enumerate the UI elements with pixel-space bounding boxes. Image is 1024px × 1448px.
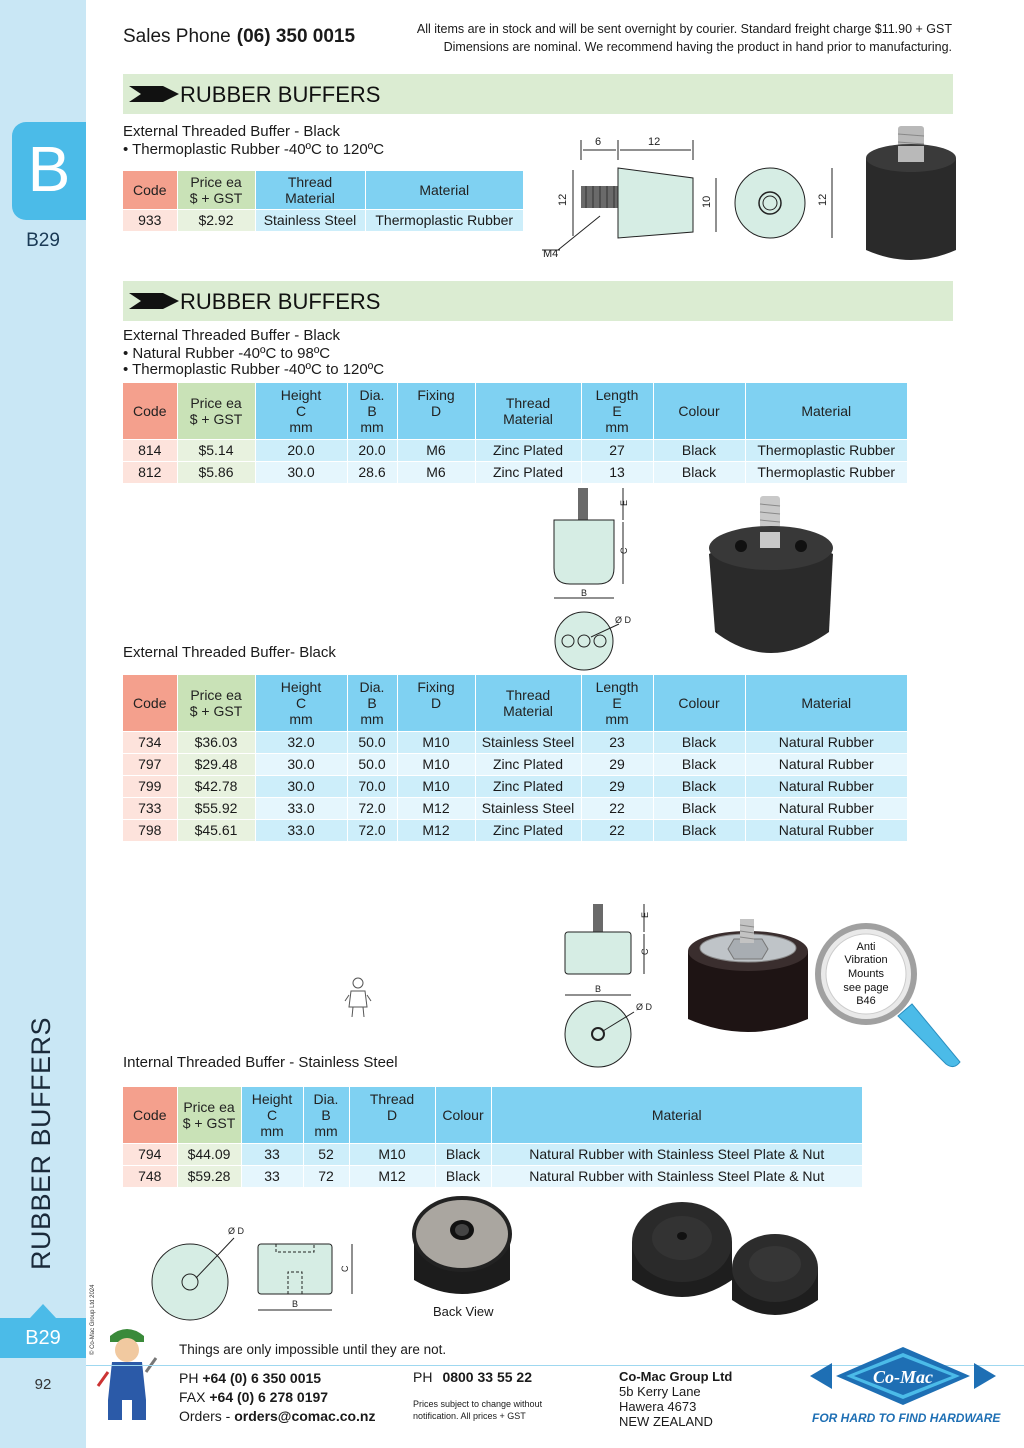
table-4: [123, 1087, 863, 1187]
footer-slogan: Things are only impossible until they are not.: [179, 1342, 447, 1357]
table-row: [123, 1143, 863, 1165]
cell-length: 23: [581, 731, 653, 753]
th-height: Height C mm: [255, 675, 347, 731]
cell-height: 33: [241, 1143, 303, 1165]
cell-height: 30.0: [255, 461, 347, 483]
cell-thread: M10: [349, 1143, 435, 1165]
subtitle-text: External Threaded Buffer - Black: [123, 327, 341, 344]
footer-address: [619, 1369, 732, 1429]
cell-dia: 20.0: [347, 439, 397, 461]
table-row: [123, 797, 908, 819]
cell-code: 812: [123, 461, 177, 483]
cell-dia: 28.6: [347, 461, 397, 483]
th-dia: Dia. B mm: [303, 1087, 349, 1143]
th-colour: Colour: [435, 1087, 491, 1143]
table-row: [123, 439, 908, 461]
cell-price: $45.61: [177, 819, 255, 841]
th-price: Price ea $ + GST: [177, 383, 255, 439]
cell-colour: Black: [435, 1143, 491, 1165]
cell-length: 22: [581, 797, 653, 819]
table-row: [123, 1165, 863, 1187]
cell-colour: Black: [653, 461, 745, 483]
address-line1: 5b Kerry Lane: [619, 1384, 701, 1399]
cell-colour: Black: [653, 439, 745, 461]
cell-height: 30.0: [255, 753, 347, 775]
dim-e: E: [640, 911, 650, 918]
cell-price: $36.03: [177, 731, 255, 753]
cell-price: $5.14: [177, 439, 255, 461]
th-price: Price ea $ + GST: [177, 1087, 241, 1143]
cell-height: 33.0: [255, 819, 347, 841]
cell-code: 733: [123, 797, 177, 819]
cell-price: $29.48: [177, 753, 255, 775]
bullet-text: • Thermoplastic Rubber -40ºC to 120ºC: [123, 361, 385, 378]
cell-colour: Black: [653, 753, 745, 775]
section-letter: B: [27, 133, 71, 205]
th-fixing: Fixing D: [397, 383, 475, 439]
cell-dia: 72: [303, 1165, 349, 1187]
disclaimer-line2: notification. All prices + GST: [413, 1411, 526, 1421]
photo-buffers-pair: [628, 1196, 820, 1324]
callout-line2: Vibration: [844, 954, 888, 966]
cell-fixing: M6: [397, 439, 475, 461]
freephone-number[interactable]: 0800 33 55 22: [442, 1369, 532, 1385]
cell-price: $44.09: [177, 1143, 241, 1165]
vertical-title: RUBBER BUFFERS: [26, 1016, 56, 1270]
cell-code: 798: [123, 819, 177, 841]
photo-buffer-814: [705, 492, 840, 664]
dim-b: B: [292, 1299, 299, 1309]
th-price: Price ea $ + GST: [177, 171, 255, 209]
cell-price: $5.86: [177, 461, 255, 483]
cell-price: $59.28: [177, 1165, 241, 1187]
bullet-text: • Natural Rubber -40ºC to 98ºC: [123, 345, 331, 362]
arrow-icon: [129, 86, 179, 102]
bullet-text: • Thermoplastic Rubber -40ºC to 120ºC: [123, 141, 385, 158]
orders-email-link[interactable]: orders@comac.co.nz: [234, 1408, 376, 1424]
fax-label: FAX: [179, 1389, 206, 1405]
diagram-794: [148, 1222, 368, 1322]
th-thread-material: Thread Material: [475, 675, 581, 731]
cell-thread: Stainless Steel: [475, 797, 581, 819]
cell-colour: Black: [435, 1165, 491, 1187]
logo-text: Co-Mac: [873, 1367, 933, 1387]
section-title-2: RUBBER BUFFERS: [180, 289, 381, 314]
cell-code: 748: [123, 1165, 177, 1187]
cell-dia: 50.0: [347, 753, 397, 775]
th-code: Code: [123, 383, 177, 439]
dim-c: C: [619, 547, 629, 554]
cell-height: 32.0: [255, 731, 347, 753]
dim-c: C: [640, 948, 650, 955]
cell-price: $55.92: [177, 797, 255, 819]
th-height: Height C mm: [255, 383, 347, 439]
dim-d: Ø D: [615, 615, 632, 625]
note-line1: All items are in stock and will be sent overnight by courier. Standard freight charge $11.90 + GST: [416, 22, 952, 36]
cell-material: Natural Rubber with Stainless Steel Plate & Nut: [491, 1165, 863, 1187]
subtitle-text: External Threaded Buffer - Black: [123, 123, 341, 140]
cell-thread: M12: [349, 1165, 435, 1187]
cell-thread: Zinc Plated: [475, 753, 581, 775]
subtitle-2: [123, 327, 384, 379]
th-code: Code: [123, 171, 177, 209]
th-code: Code: [123, 1087, 177, 1143]
dim-12-right: 12: [817, 193, 829, 206]
cell-thread: Zinc Plated: [475, 819, 581, 841]
cell-material: Natural Rubber with Stainless Steel Plate & Nut: [491, 1143, 863, 1165]
th-fixing: Fixing D: [397, 675, 475, 731]
th-material: Material: [491, 1087, 863, 1143]
subtitle-1: [123, 123, 384, 159]
dim-6: 6: [595, 136, 602, 148]
cell-height: 33: [241, 1165, 303, 1187]
disclaimer-line1: Prices subject to change without: [413, 1399, 543, 1409]
table-1: [123, 171, 524, 231]
diagram-933: [538, 130, 848, 265]
mascot-icon: [94, 1322, 160, 1426]
th-material: Material: [745, 383, 908, 439]
dim-d: Ø D: [636, 1002, 653, 1012]
cell-material: Natural Rubber: [745, 775, 908, 797]
dim-e: E: [619, 499, 629, 506]
cell-code: 814: [123, 439, 177, 461]
subtitle-4: Internal Threaded Buffer - Stainless Steel: [123, 1054, 398, 1071]
photo-back-view: [410, 1196, 514, 1302]
copyright: © Co-Mac Group Ltd 2024: [90, 1284, 96, 1355]
th-length: Length E mm: [581, 383, 653, 439]
table-row: [123, 775, 908, 797]
cell-fixing: M10: [397, 775, 475, 797]
photo-buffer-933: [862, 122, 960, 264]
th-price: Price ea $ + GST: [177, 675, 255, 731]
th-material: Material: [745, 675, 908, 731]
th-colour: Colour: [653, 675, 745, 731]
dim-10: 10: [701, 195, 713, 208]
th-thread-material: Thread Material: [255, 171, 365, 209]
cell-material: Natural Rubber: [745, 819, 908, 841]
dim-b: B: [581, 588, 588, 598]
magnifier-icon[interactable]: [814, 922, 966, 1074]
footer-contact: [179, 1369, 376, 1426]
photo-buffer-734: [684, 915, 814, 1039]
cell-dia: 70.0: [347, 775, 397, 797]
table-2: [123, 383, 908, 483]
cell-fixing: M10: [397, 753, 475, 775]
fax-number: +64 (0) 6 278 0197: [209, 1389, 329, 1405]
callout-line5: B46: [856, 995, 876, 1007]
cell-material: Natural Rubber: [745, 731, 908, 753]
table-row: [123, 819, 908, 841]
cell-code: 933: [123, 209, 177, 231]
th-dia: Dia. B mm: [347, 675, 397, 731]
footer-disclaimer: [413, 1398, 573, 1422]
cell-fixing: M12: [397, 797, 475, 819]
cell-length: 27: [581, 439, 653, 461]
cell-dia: 72.0: [347, 797, 397, 819]
cell-price: $42.78: [177, 775, 255, 797]
sales-number[interactable]: (06) 350 0015: [236, 26, 356, 47]
address-line3: NEW ZEALAND: [619, 1414, 713, 1429]
cell-material: Thermoplastic Rubber: [745, 461, 908, 483]
dim-12-left: 12: [557, 193, 569, 206]
callout-line4: see page: [843, 982, 889, 994]
cell-height: 33.0: [255, 797, 347, 819]
cell-code: 799: [123, 775, 177, 797]
sales-phone: [123, 26, 355, 48]
th-material: Material: [365, 171, 524, 209]
table-row: [123, 461, 908, 483]
cell-code: 794: [123, 1143, 177, 1165]
callout-line3: Mounts: [847, 968, 885, 980]
cell-code: 734: [123, 731, 177, 753]
cell-dia: 50.0: [347, 731, 397, 753]
cell-material: Natural Rubber: [745, 753, 908, 775]
page-number: 92: [34, 1376, 52, 1393]
dim-d: Ø D: [228, 1226, 245, 1236]
footer-freephone: [413, 1369, 532, 1385]
cell-thread: Zinc Plated: [475, 461, 581, 483]
dim-c: C: [340, 1265, 350, 1272]
cell-material: Thermoplastic Rubber: [745, 439, 908, 461]
cell-fixing: M6: [397, 461, 475, 483]
comac-logo[interactable]: [810, 1345, 996, 1407]
cell-thread: Stainless Steel: [475, 731, 581, 753]
th-code: Code: [123, 675, 177, 731]
cell-price: $2.92: [177, 209, 255, 231]
orders-label: Orders -: [179, 1408, 231, 1424]
tab-notch: [30, 1304, 56, 1318]
cell-colour: Black: [653, 819, 745, 841]
th-colour: Colour: [653, 383, 745, 439]
table-row: [123, 209, 524, 231]
section-bar-1: [123, 74, 953, 114]
subtitle-3: External Threaded Buffer- Black: [123, 644, 336, 661]
cell-material: Natural Rubber: [745, 797, 908, 819]
table-3: [123, 675, 908, 841]
cell-height: 20.0: [255, 439, 347, 461]
dim-12-top: 12: [648, 136, 661, 148]
freephone-label: PH: [413, 1369, 433, 1385]
table-row: [123, 731, 908, 753]
cell-fixing: M12: [397, 819, 475, 841]
cell-material: Thermoplastic Rubber: [365, 209, 524, 231]
cell-colour: Black: [653, 775, 745, 797]
cell-dia: 72.0: [347, 819, 397, 841]
cell-code: 797: [123, 753, 177, 775]
thread-label: M4: [543, 248, 559, 260]
th-height: Height C mm: [241, 1087, 303, 1143]
diagram-734: [558, 900, 658, 1070]
footer-tagline: FOR HARD TO FIND HARDWARE: [812, 1411, 1001, 1425]
th-length: Length E mm: [581, 675, 653, 731]
cell-fixing: M10: [397, 731, 475, 753]
callout-line1: Anti: [856, 941, 876, 953]
phone-number[interactable]: +64 (0) 6 350 0015: [202, 1370, 322, 1386]
cell-colour: Black: [653, 797, 745, 819]
cell-dia: 52: [303, 1143, 349, 1165]
cell-thread: Zinc Plated: [475, 439, 581, 461]
arrow-icon: [129, 293, 179, 309]
sales-label: Sales Phone: [123, 26, 231, 47]
table-row: [123, 753, 908, 775]
th-dia: Dia. B mm: [347, 383, 397, 439]
cell-length: 22: [581, 819, 653, 841]
diagram-814: [545, 484, 645, 674]
cell-colour: Black: [653, 731, 745, 753]
note-line2: Dimensions are nominal. We recommend having the product in hand prior to manufacturing.: [443, 40, 952, 54]
cell-length: 13: [581, 461, 653, 483]
page-code-bottom: B29: [0, 1318, 86, 1358]
company-name: Co-Mac Group Ltd: [619, 1369, 733, 1384]
dim-b: B: [595, 984, 602, 994]
cell-length: 29: [581, 753, 653, 775]
cell-thread: Stainless Steel: [255, 209, 365, 231]
cell-length: 29: [581, 775, 653, 797]
address-line2: Hawera 4673: [619, 1399, 697, 1414]
th-thread: Thread D: [349, 1087, 435, 1143]
back-view-label: Back View: [433, 1304, 494, 1319]
cell-thread: Zinc Plated: [475, 775, 581, 797]
page-code-top: B29: [26, 230, 60, 251]
section-title-1: RUBBER BUFFERS: [180, 82, 381, 107]
th-thread-material: Thread Material: [475, 383, 581, 439]
section-bar-2: [123, 281, 953, 321]
header-notes: [352, 20, 952, 56]
mascot-small: [343, 975, 373, 1019]
section-tab[interactable]: [12, 122, 86, 220]
cell-height: 30.0: [255, 775, 347, 797]
ph-label: PH: [179, 1370, 199, 1386]
